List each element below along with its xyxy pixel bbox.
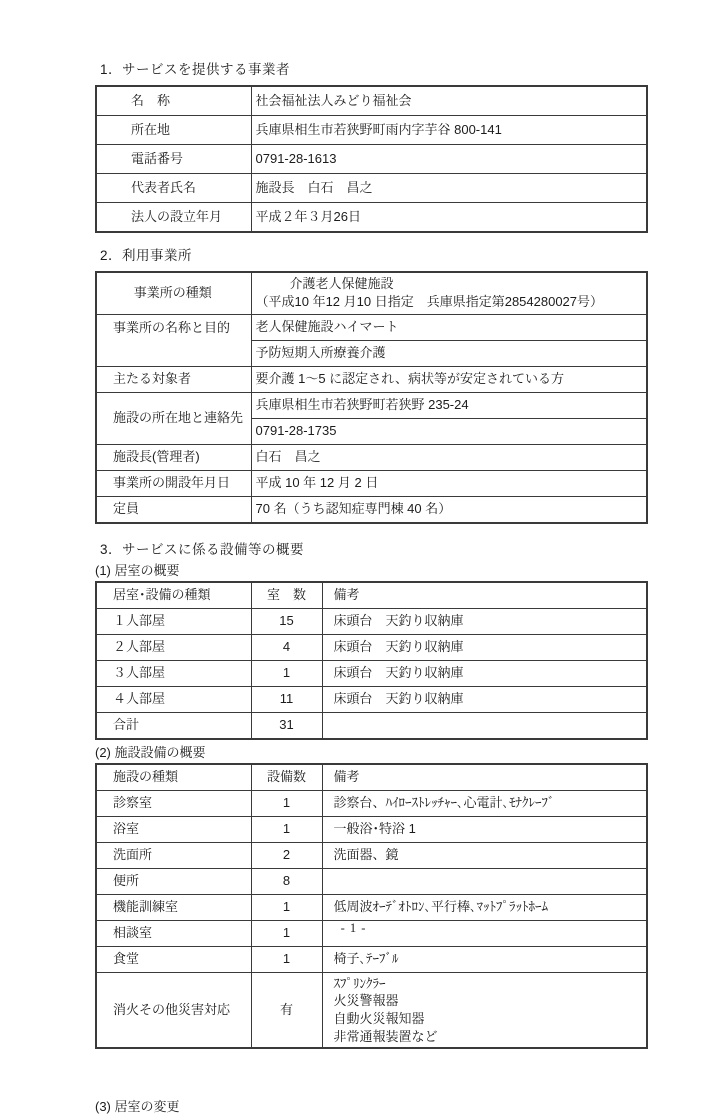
table-row [96, 946, 647, 972]
table-row [96, 145, 647, 174]
provider-table [95, 85, 648, 233]
table-row [96, 790, 647, 816]
label-cell: 電話番号 [96, 145, 251, 174]
room-count-cell: 15 [251, 608, 322, 634]
room-note-cell: 床頭台 天釣り収納庫 [322, 608, 647, 634]
label-cell: 事業所の種類 [96, 272, 251, 314]
facility-count-cell: 1 [251, 790, 322, 816]
table-row [96, 272, 647, 314]
room-note-cell: 床頭台 天釣り収納庫 [322, 660, 647, 686]
value-cell: 平成２年３月26日 [251, 203, 647, 233]
office-type-line1: 介護老人保健施設 [289, 276, 394, 291]
label-cell: 事業所の名称と目的 [96, 314, 251, 366]
table-row [96, 392, 647, 418]
office-type-line2: （平成10 年12 月10 日指定 兵庫県指定第2854280027号） [255, 294, 604, 310]
value-cell: 70 名（うち認知症専門棟 40 名） [251, 496, 647, 523]
label-cell: 所在地 [96, 116, 251, 145]
table-header-row [96, 764, 647, 791]
facility-type-cell: 食堂 [96, 946, 251, 972]
facility-type-cell: 機能訓練室 [96, 894, 251, 920]
label-cell: 施設の所在地と連絡先 [96, 392, 251, 444]
table-row [96, 496, 647, 523]
room-type-cell: ４人部屋 [96, 686, 251, 712]
section-3-3-heading: (3) 居室の変更 [95, 1099, 180, 1115]
facility-type-cell: 便所 [96, 868, 251, 894]
value-cell: 平成 10 年 12 月 2 日 [251, 470, 647, 496]
table-row [96, 712, 647, 739]
header-cell-type: 施設の種類 [96, 764, 251, 791]
table-row [96, 686, 647, 712]
facility-count-cell: 8 [251, 868, 322, 894]
table-row [96, 470, 647, 496]
table-row [96, 894, 647, 920]
value-cell: 社会福祉法人みどり福祉会 [251, 86, 647, 116]
facility-note-cell: 洗面器、鏡 [322, 842, 647, 868]
table-row [96, 174, 647, 203]
facility-type-cell: 浴室 [96, 816, 251, 842]
table-row [96, 816, 647, 842]
facility-type-cell: 消火その他災害対応 [96, 972, 251, 1048]
facility-type-cell: 相談室 [96, 920, 251, 946]
table-row [96, 366, 647, 392]
room-count-cell: 11 [251, 686, 322, 712]
value-cell: 兵庫県相生市若狭野町若狭野 235-24 [251, 392, 647, 418]
header-cell-count: 室 数 [251, 582, 322, 609]
facility-count-cell: 1 [251, 894, 322, 920]
facility-count-cell: 1 [251, 920, 322, 946]
value-cell: 施設長 白石 昌之 [251, 174, 647, 203]
room-type-cell: 合計 [96, 712, 251, 739]
table-row [96, 203, 647, 233]
table-row [96, 868, 647, 894]
section-3-1-heading: (1) 居室の概要 [95, 562, 180, 578]
table-row [96, 116, 647, 145]
table-row [96, 444, 647, 470]
fire-note-line: ｽﾌﾟﾘﾝｸﾗｰ [333, 975, 386, 991]
label-cell: 代表者氏名 [96, 174, 251, 203]
header-cell-count: 設備数 [251, 764, 322, 791]
rooms-table [95, 581, 648, 740]
facilities-table [95, 763, 648, 1049]
room-type-cell: １人部屋 [96, 608, 251, 634]
facility-count-cell: 1 [251, 816, 322, 842]
value-cell: 兵庫県相生市若狭野町雨内字芋谷 800-141 [251, 116, 647, 145]
facility-count-cell: 2 [251, 842, 322, 868]
table-row [96, 972, 647, 1048]
room-count-cell: 4 [251, 634, 322, 660]
fire-note-line: 自動火災報知器 [333, 1011, 425, 1026]
table-header-row [96, 582, 647, 609]
facility-count-cell: 1 [251, 946, 322, 972]
facility-type-cell: 洗面所 [96, 842, 251, 868]
label-cell: 名 称 [96, 86, 251, 116]
facility-note-cell: 診察台、ﾊｲﾛｰｽﾄﾚｯﾁｬｰ､心電計､ﾓﾅｸﾚｰﾌﾞ [322, 790, 647, 816]
room-note-cell: 床頭台 天釣り収納庫 [322, 686, 647, 712]
table-row [96, 314, 647, 340]
table-row [96, 634, 647, 660]
facility-note-cell [322, 868, 647, 894]
label-cell: 定員 [96, 496, 251, 523]
label-cell: 法人の設立年月 [96, 203, 251, 233]
page-number: - 1 - [340, 921, 367, 935]
table-row [96, 608, 647, 634]
value-cell: 老人保健施設ハイマート [251, 314, 647, 340]
header-cell-type: 居室･設備の種類 [96, 582, 251, 609]
facility-count-cell: 有 [251, 972, 322, 1048]
value-cell: 要介護 1～5 に認定され、病状等が安定されている方 [251, 366, 647, 392]
section-2-heading: 2．利用事業所 [100, 248, 193, 263]
value-cell: 0791-28-1735 [251, 418, 647, 444]
facility-note-cell: 低周波ｵｰﾃﾞｵﾄﾛﾝ､平行棒､ﾏｯﾄﾌﾟﾗｯﾄﾎｰﾑ [322, 894, 647, 920]
room-note-cell [322, 712, 647, 739]
table-row [96, 86, 647, 116]
facility-note-cell: 椅子､ﾃｰﾌﾞﾙ [322, 946, 647, 972]
facility-note-cell [322, 972, 647, 1048]
header-cell-note: 備考 [322, 582, 647, 609]
fire-note-line: 非常通報装置など [333, 1028, 438, 1044]
value-cell [251, 272, 647, 314]
office-table [95, 271, 648, 524]
facility-type-cell: 診察室 [96, 790, 251, 816]
room-count-cell: 31 [251, 712, 322, 739]
header-cell-note: 備考 [322, 764, 647, 791]
room-type-cell: ３人部屋 [96, 660, 251, 686]
room-count-cell: 1 [251, 660, 322, 686]
label-cell: 施設長(管理者) [96, 444, 251, 470]
value-cell: 白石 昌之 [251, 444, 647, 470]
table-row [96, 660, 647, 686]
room-note-cell: 床頭台 天釣り収納庫 [322, 634, 647, 660]
label-cell: 事業所の開設年月日 [96, 470, 251, 496]
fire-note-line: 火災警報器 [333, 993, 399, 1009]
document-content [95, 58, 646, 1118]
section-3-heading: 3．サービスに係る設備等の概要 [100, 541, 305, 557]
table-row [96, 842, 647, 868]
value-cell: 予防短期入所療養介護 [251, 340, 647, 366]
value-cell: 0791-28-1613 [251, 145, 647, 174]
section-1-heading: 1．サービスを提供する事業者 [100, 62, 291, 77]
facility-note-cell: 一般浴･特浴 1 [322, 816, 647, 842]
room-type-cell: ２人部屋 [96, 634, 251, 660]
section-3-2-heading: (2) 施設設備の概要 [95, 744, 206, 760]
label-cell: 主たる対象者 [96, 366, 251, 392]
